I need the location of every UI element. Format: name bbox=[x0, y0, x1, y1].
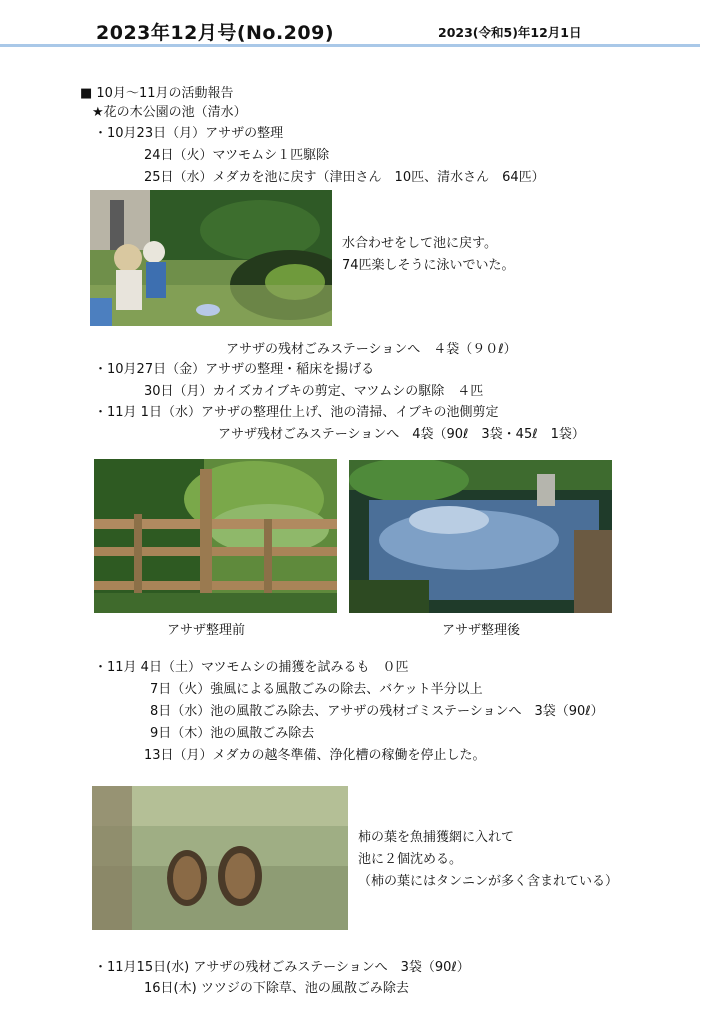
photo4-caption-line2: 池に２個沈める。 bbox=[358, 852, 463, 867]
photo-pond-before bbox=[94, 459, 337, 613]
photo-children-at-pond bbox=[90, 190, 332, 326]
entry-nov13: 13日（月）メダカの越冬準備、浄化槽の稼働を停止した。 bbox=[144, 748, 486, 763]
entry-asaza-station-4bags: アサザの残材ごみステーションへ ４袋（９０ℓ） bbox=[226, 342, 517, 357]
section-subtitle: ★花の木公園の池（清水） bbox=[92, 105, 247, 120]
issue-date: 2023(令和5)年12月1日 bbox=[438, 25, 582, 40]
header-divider bbox=[0, 44, 700, 47]
entry-nov8: 8日（水）池の風散ごみ除去、アサザの残材ゴミステーションへ 3袋（90ℓ） bbox=[150, 704, 604, 719]
photo1-caption-line2: 74匹楽しそうに泳いでいた。 bbox=[342, 258, 515, 273]
photo-label-before: アサザ整理前 bbox=[167, 623, 246, 638]
entry-oct23: ・10月23日（月）アサザの整理 bbox=[94, 126, 284, 141]
entry-nov16: 16日(木) ツツジの下除草、池の風散ごみ除去 bbox=[144, 981, 409, 996]
photo-persimmon-leaf-nets bbox=[92, 786, 348, 930]
entry-nov15: ・11月15日(水) アサザの残材ごみステーションへ 3袋（90ℓ） bbox=[94, 960, 470, 975]
section-title: ■ 10月～11月の活動報告 bbox=[80, 86, 234, 101]
entry-nov7: 7日（火）強風による風散ごみの除去、バケット半分以上 bbox=[150, 682, 483, 697]
entry-nov1-station: アサザ残材ごみステーションへ 4袋（90ℓ 3袋・45ℓ 1袋） bbox=[218, 427, 585, 442]
entry-nov9: 9日（木）池の風散ごみ除去 bbox=[150, 726, 315, 741]
entry-oct30: 30日（月）カイズカイブキの剪定、マツムシの駆除 ４匹 bbox=[144, 384, 484, 399]
newsletter-issue-title: 2023年12月号(No.209) bbox=[96, 22, 335, 44]
entry-oct27: ・10月27日（金）アサザの整理・稲床を揚げる bbox=[94, 362, 375, 377]
photo1-caption-line1: 水合わせをして池に戻す。 bbox=[342, 236, 497, 251]
entry-oct24: 24日（火）マツモムシ１匹駆除 bbox=[144, 148, 330, 163]
entry-nov1: ・11月 1日（水）アサザの整理仕上げ、池の清掃、イブキの池側剪定 bbox=[94, 405, 499, 420]
photo-pond-after bbox=[349, 460, 612, 613]
entry-oct25: 25日（水）メダカを池に戻す（津田さん 10匹、清水さん 64匹） bbox=[144, 170, 545, 185]
entry-nov4: ・11月 4日（土）マツモムシの捕獲を試みるも ０匹 bbox=[94, 660, 409, 675]
photo-label-after: アサザ整理後 bbox=[442, 623, 521, 638]
photo4-caption-line1: 柿の葉を魚捕獲網に入れて bbox=[358, 830, 515, 845]
photo4-caption-line3: （柿の葉にはタンニンが多く含まれている） bbox=[358, 874, 619, 889]
